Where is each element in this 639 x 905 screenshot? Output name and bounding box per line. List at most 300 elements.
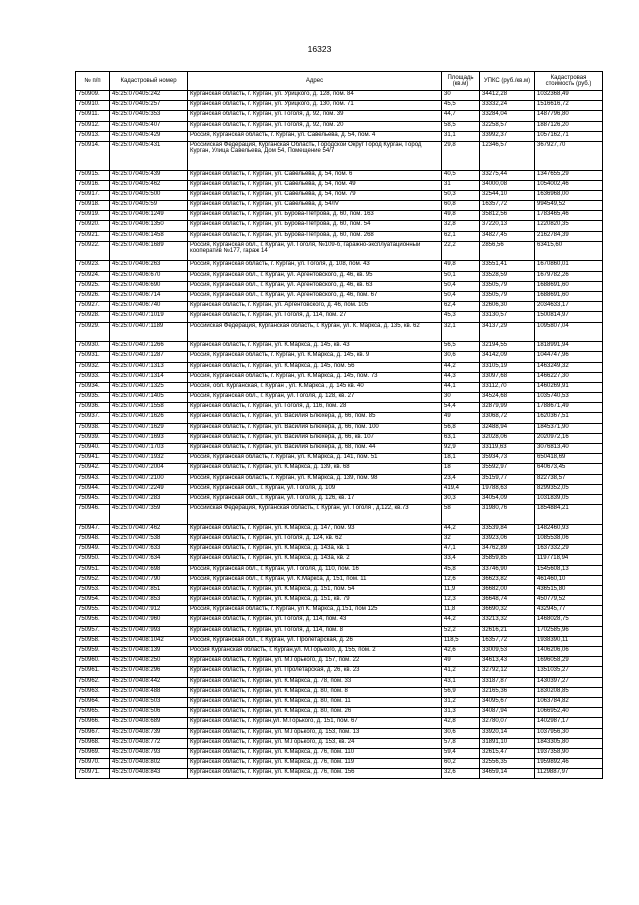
cell-num: 750922. <box>76 241 110 261</box>
cell-num: 750918. <box>76 201 110 211</box>
cell-upks: 35934,73 <box>480 454 535 464</box>
cell-upks: 33119,63 <box>480 444 535 454</box>
cell-address: Курганская область, г. Курган, ул. М.Горького, д. 153, кв. 24 <box>188 738 442 748</box>
cell-num: 750929. <box>76 322 110 342</box>
cell-area: 31,2 <box>442 697 480 707</box>
table-row <box>76 352 603 362</box>
cell-num: 750924. <box>76 271 110 281</box>
cell-value: 1057162,71 <box>535 131 603 141</box>
cell-address: Россия, Курганская область, г. Курган, ул. Савельева, д. 54, пом. 4 <box>188 131 442 141</box>
cell-area: 12,6 <box>442 575 480 585</box>
cell-num: 750956. <box>76 616 110 626</box>
cell-num: 750917. <box>76 190 110 200</box>
cell-address: Россия, Курганская обл., г. Курган, ул. Гоголя, д. 110, пом. 16 <box>188 565 442 575</box>
cell-value: 1830208,85 <box>535 687 603 697</box>
cell-cadastral: 45:25:070407:993 <box>110 626 188 636</box>
cell-area: 42,6 <box>442 647 480 657</box>
cell-cadastral: 45:25:070407:1405 <box>110 393 188 403</box>
cell-address: Курганская область, г. Курган, ул. Аргентовского, д. 46, пом. 105 <box>188 302 442 312</box>
cell-value: 1620367,51 <box>535 413 603 423</box>
cell-upks: 34613,43 <box>480 657 535 667</box>
cell-value: 2034633,17 <box>535 302 603 312</box>
header-address: Адрес <box>188 72 442 91</box>
cell-area: 32 <box>442 534 480 544</box>
cell-cadastral: 45:25:070405:257 <box>110 101 188 111</box>
cell-num: 750914. <box>76 141 110 170</box>
cell-upks: 19788,63 <box>480 484 535 494</box>
cell-cadastral: 45:25:070406:740 <box>110 302 188 312</box>
cell-address: Курганская область, г. Курган, ул. К.Маркса, д. 151, пом. 54 <box>188 585 442 595</box>
table-row <box>76 211 603 221</box>
cell-value: 63415,60 <box>535 241 603 261</box>
cell-address: Курганская область, г. Курган, ул. Савельева, д. 54, пом. 6 <box>188 170 442 180</box>
cell-value: 1937358,90 <box>535 748 603 758</box>
cell-upks: 2856,56 <box>480 241 535 261</box>
cell-num: 750939. <box>76 433 110 443</box>
cell-cadastral: 45:25:070405:500 <box>110 190 188 200</box>
cell-upks: 32556,35 <box>480 759 535 769</box>
cell-upks: 34087,94 <box>480 708 535 718</box>
cell-cadastral: 45:25:070408:843 <box>110 769 188 779</box>
cell-address: Россия, Курганская обл., г. Курган, ул. Аргентовского, д. 46, пом. 67 <box>188 292 442 302</box>
cell-address: Курганская область, г. Курган, ул. Урицкого, д. 128, пом. 84 <box>188 91 442 101</box>
cell-upks: 33539,84 <box>480 524 535 534</box>
cell-cadastral: 45:25:070407:359 <box>110 505 188 525</box>
cell-cadastral: 45:25:070408:739 <box>110 728 188 738</box>
cell-value: 1220820,35 <box>535 221 603 231</box>
cell-area: 49,8 <box>442 261 480 271</box>
header-cadastral: Кадастровый номер <box>110 72 188 91</box>
cell-upks: 34827,45 <box>480 231 535 241</box>
cadastral-table <box>75 71 603 779</box>
cell-upks: 34762,89 <box>480 545 535 555</box>
cell-address: Курганская область, г. Курган, ул. Гоголя, д. 92, пом. 39 <box>188 111 442 121</box>
table-row <box>76 606 603 616</box>
cell-cadastral: 45:25:070407:698 <box>110 565 188 575</box>
table-row <box>76 474 603 484</box>
cell-value: 1032368,49 <box>535 91 603 101</box>
table-row <box>76 616 603 626</box>
table-row <box>76 302 603 312</box>
cell-num: 750948. <box>76 534 110 544</box>
cell-value: 1938390,11 <box>535 636 603 646</box>
cell-num: 750967. <box>76 728 110 738</box>
cell-cadastral: 45:25:070405:431 <box>110 141 188 170</box>
table-row <box>76 697 603 707</box>
table-row <box>76 231 603 241</box>
table-row <box>76 494 603 504</box>
cell-upks: 31891,10 <box>480 738 535 748</box>
cell-area: 59,4 <box>442 748 480 758</box>
cell-value: 1044747,96 <box>535 352 603 362</box>
cell-cadastral: 45:25:070406:670 <box>110 271 188 281</box>
table-header-row <box>76 72 603 91</box>
table-row <box>76 393 603 403</box>
table-row <box>76 101 603 111</box>
cell-upks: 33112,70 <box>480 382 535 392</box>
table-row <box>76 292 603 302</box>
cell-value: 1854884,21 <box>535 505 603 525</box>
cell-area: 32,6 <box>442 769 480 779</box>
cell-cadastral: 45:25:070407:1019 <box>110 312 188 322</box>
table-row <box>76 241 603 261</box>
cell-area: 30,6 <box>442 352 480 362</box>
cell-value: 432945,77 <box>535 606 603 616</box>
cell-upks: 33551,41 <box>480 261 535 271</box>
cell-area: 31,1 <box>442 131 480 141</box>
table-row <box>76 372 603 382</box>
cell-cadastral: 45:25:070407:634 <box>110 555 188 565</box>
table-row <box>76 281 603 291</box>
cell-address: Курганская область, г. Курган, ул. Савельева, д. 54, пом. 49 <box>188 180 442 190</box>
cell-upks: 16357,72 <box>480 201 535 211</box>
cell-address: Курганская область, г. Курган, ул. К.Маркса, д. 76, пом. 110 <box>188 748 442 758</box>
cell-value: 1670860,01 <box>535 261 603 271</box>
cell-area: 118,5 <box>442 636 480 646</box>
cell-upks: 32544,10 <box>480 190 535 200</box>
cell-area: 63,1 <box>442 433 480 443</box>
cell-address: Российская Федерация, Курганская область, г. Курган, ул. Гоголя , д.122, кв.73 <box>188 505 442 525</box>
cell-cadastral: 45:25:070407:1325 <box>110 382 188 392</box>
cell-num: 750938. <box>76 423 110 433</box>
cell-value: 1688691,60 <box>535 292 603 302</box>
cell-num: 750932. <box>76 362 110 372</box>
cell-area: 419,4 <box>442 484 480 494</box>
table-row <box>76 565 603 575</box>
table-row <box>76 413 603 423</box>
table-row <box>76 261 603 271</box>
cell-upks: 36648,74 <box>480 596 535 606</box>
cell-num: 750925. <box>76 281 110 291</box>
cell-upks: 34095,67 <box>480 697 535 707</box>
cell-cadastral: 45:25:070407:2004 <box>110 464 188 474</box>
table-row <box>76 464 603 474</box>
cell-address: Курганская область, г. Курган, ул. К.Маркса, д. 145, кв. 43 <box>188 342 442 352</box>
cell-address: Россия, Курганская обл., г. Курган, ул. Гоголя, д. 109 <box>188 484 442 494</box>
cell-cadastral: 45:25:070408:488 <box>110 687 188 697</box>
cell-area: 31 <box>442 180 480 190</box>
cell-upks: 36623,82 <box>480 575 535 585</box>
cell-address: Курганская область, г. Курган, ул. Бурова-Петрова, д. 60, пом. 163 <box>188 211 442 221</box>
cell-cadastral: 45:25:070406:263 <box>110 261 188 271</box>
cell-cadastral: 45:25:070407:1314 <box>110 372 188 382</box>
cell-area: 58,5 <box>442 121 480 131</box>
table-row <box>76 312 603 322</box>
cell-area: 52,2 <box>442 626 480 636</box>
cell-value: 436515,80 <box>535 585 603 595</box>
cell-value: 1460269,91 <box>535 382 603 392</box>
cell-address: Россия, Курганская обл., г. Курган, ул. Гоголя, №109-б, гаражно-эксплуатационный кооператив №177, гараж 14 <box>188 241 442 261</box>
cell-upks: 32615,47 <box>480 748 535 758</box>
table-row <box>76 484 603 494</box>
cell-upks: 32606,30 <box>480 302 535 312</box>
cell-upks: 34054,09 <box>480 494 535 504</box>
table-row <box>76 708 603 718</box>
cell-value: 1679782,26 <box>535 271 603 281</box>
cell-upks: 36682,00 <box>480 585 535 595</box>
cell-address: Россия, Курганская обл., г. Курган, ул. Пролетарская, д. 26 <box>188 636 442 646</box>
cell-num: 750937. <box>76 413 110 423</box>
header-upks: УПКС (руб./кв.м) <box>480 72 535 91</box>
table-row <box>76 91 603 101</box>
cell-num: 750931. <box>76 352 110 362</box>
cell-cadastral: 45:25:070407:462 <box>110 524 188 534</box>
cell-num: 750935. <box>76 393 110 403</box>
cell-area: 12,3 <box>442 596 480 606</box>
cell-upks: 33920,14 <box>480 728 535 738</box>
cell-cadastral: 45:25:070407:851 <box>110 585 188 595</box>
cell-address: Россия, обл. Курганская, г. Курган , ул. К.Маркса , д. 145 кв. 40 <box>188 382 442 392</box>
cell-upks: 34659,14 <box>480 769 535 779</box>
cell-value: 1063784,82 <box>535 697 603 707</box>
cell-num: 750952. <box>76 575 110 585</box>
cell-num: 750963. <box>76 687 110 697</box>
cell-address: Курганская область, г. Курган, ул. К.Маркса, д. 80, пом. 26 <box>188 708 442 718</box>
cell-cadastral: 45:25:070407:853 <box>110 596 188 606</box>
cell-area: 49 <box>442 657 480 667</box>
cell-area: 32,8 <box>442 221 480 231</box>
cell-value: 1702585,96 <box>535 626 603 636</box>
cell-cadastral: 45:25:070407:283 <box>110 494 188 504</box>
cell-value: 461460,10 <box>535 575 603 585</box>
cell-num: 750940. <box>76 444 110 454</box>
cell-cadastral: 45:25:070408:793 <box>110 748 188 758</box>
cell-cadastral: 45:25:070408:1042 <box>110 636 188 646</box>
cell-value: 1788671,49 <box>535 403 603 413</box>
cell-num: 750936. <box>76 403 110 413</box>
cell-upks: 33130,57 <box>480 312 535 322</box>
table-row <box>76 454 603 464</box>
cell-num: 750916. <box>76 180 110 190</box>
cell-value: 1516616,72 <box>535 101 603 111</box>
cell-value: 1482460,93 <box>535 524 603 534</box>
cell-num: 750970. <box>76 759 110 769</box>
cell-num: 750969. <box>76 748 110 758</box>
cell-cadastral: 45:25:070407:1703 <box>110 444 188 454</box>
cell-area: 30 <box>442 393 480 403</box>
cell-num: 750945. <box>76 494 110 504</box>
cell-area: 18,1 <box>442 454 480 464</box>
cell-value: 1783465,46 <box>535 211 603 221</box>
cell-area: 50,4 <box>442 292 480 302</box>
table-body <box>76 91 603 779</box>
cell-address: Курганская область, г. Курган, ул. Гоголя, д. 114, пом. 27 <box>188 312 442 322</box>
table-row <box>76 444 603 454</box>
cell-value: 367927,70 <box>535 141 603 170</box>
cell-area: 42,8 <box>442 718 480 728</box>
cell-address: Курганская область, г. Курган, ул. Василия Блюхера, д. 68, пом. 44 <box>188 444 442 454</box>
cell-upks: 33284,04 <box>480 111 535 121</box>
cell-address: Курганская область, г. Курган, ул. К.Маркса, д. 76, пом. 119 <box>188 759 442 769</box>
cell-cadastral: 45:25:070406:1689 <box>110 241 188 261</box>
cell-value: 1887126,20 <box>535 121 603 131</box>
cell-value: 1637332,29 <box>535 545 603 555</box>
cell-address: Курганская область, г. Курган, ул. К.Маркса, д. 80, пом. 8 <box>188 687 442 697</box>
cell-address: Россия, Курганская область, г. Курган, ул. К.Маркса, д. 141, пом. 51 <box>188 454 442 464</box>
cell-address: Курганская область, г. Курган, ул. К.Маркса, д. 151, кв. 79 <box>188 596 442 606</box>
cell-cadastral: 45:25:070408:802 <box>110 759 188 769</box>
cell-num: 750921. <box>76 231 110 241</box>
cell-area: 49 <box>442 413 480 423</box>
cell-address: Россия Курганская область, г. Курган,ул. М.Горького, д. 155, пом. 2 <box>188 647 442 657</box>
table-row <box>76 221 603 231</box>
cell-cadastral: 45:25:070407:1629 <box>110 423 188 433</box>
cell-num: 750943. <box>76 474 110 484</box>
cell-cadastral: 45:25:070408:506 <box>110 708 188 718</box>
cell-upks: 12346,57 <box>480 141 535 170</box>
cell-upks: 33923,06 <box>480 534 535 544</box>
cell-area: 29,8 <box>442 141 480 170</box>
table-row <box>76 524 603 534</box>
cell-upks: 32194,55 <box>480 342 535 352</box>
cell-address: Курганская область, г. Курган, ул. Бурова-Петрова, д. 60, пом. 54 <box>188 221 442 231</box>
header-num: № п/п <box>76 72 110 91</box>
cell-address: Россия, Курганская область, г. Курган, ул. Гоголя, д. 108, пом. 43 <box>188 261 442 271</box>
cell-area: 44,2 <box>442 362 480 372</box>
cell-value: 1351035,27 <box>535 667 603 677</box>
cell-cadastral: 45:25:070408:442 <box>110 677 188 687</box>
cell-num: 750933. <box>76 372 110 382</box>
cell-address: Курганская область, г. Курган, ул. Василия Блюхера, д. 66, пом. 100 <box>188 423 442 433</box>
cell-area: 11,9 <box>442 585 480 595</box>
cell-address: Курганская область, г. Курган, ул. К.Маркса, д. 143а, кв. 2 <box>188 555 442 565</box>
cell-cadastral: 45:25:070408:503 <box>110 697 188 707</box>
cell-area: 11,8 <box>442 606 480 616</box>
cell-upks: 34000,08 <box>480 180 535 190</box>
cell-upks: 33746,90 <box>480 565 535 575</box>
cell-cadastral: 45:25:070408:250 <box>110 657 188 667</box>
cell-area: 56,5 <box>442 342 480 352</box>
cell-value: 8299352,05 <box>535 484 603 494</box>
cell-value: 1500814,97 <box>535 312 603 322</box>
cell-num: 750955. <box>76 606 110 616</box>
cell-num: 750965. <box>76 708 110 718</box>
cell-area: 33,4 <box>442 555 480 565</box>
cell-cadastral: 45:25:070407:1693 <box>110 433 188 443</box>
cell-value: 1545608,13 <box>535 565 603 575</box>
cell-area: 92,9 <box>442 444 480 454</box>
cell-value: 1031839,05 <box>535 494 603 504</box>
cell-value: 1066952,40 <box>535 708 603 718</box>
cell-num: 750915. <box>76 170 110 180</box>
cell-address: Курганская область, г. Курган, ул. К.Маркса, д. 78, пом. 33 <box>188 677 442 687</box>
cell-upks: 34137,29 <box>480 322 535 342</box>
cell-value: 1468028,75 <box>535 616 603 626</box>
cell-cadastral: 45:25:070407:1932 <box>110 454 188 464</box>
cell-area: 32,1 <box>442 322 480 342</box>
cell-num: 750941. <box>76 454 110 464</box>
table-row <box>76 362 603 372</box>
cell-area: 44,7 <box>442 111 480 121</box>
table-row <box>76 180 603 190</box>
table-row <box>76 738 603 748</box>
cell-area: 31,3 <box>442 708 480 718</box>
cell-area: 50,3 <box>442 190 480 200</box>
cell-cadastral: 45:25:070408:296 <box>110 667 188 677</box>
cell-value: 450779,52 <box>535 596 603 606</box>
table-row <box>76 382 603 392</box>
cell-area: 30,6 <box>442 728 480 738</box>
cell-value: 1818991,94 <box>535 342 603 352</box>
cell-upks: 32165,36 <box>480 687 535 697</box>
cell-cadastral: 45:25:070407:960 <box>110 616 188 626</box>
cell-value: 2162784,39 <box>535 231 603 241</box>
cell-address: Россия, Курганская обл., г. Курган, ул. Аргентовского, д. 46, кв. 95 <box>188 271 442 281</box>
cell-area: 57,8 <box>442 738 480 748</box>
cell-value: 1406206,06 <box>535 647 603 657</box>
cell-address: Россия, Курганская обл., г. Курган, ул. К.Маркса, д. 151, пом. 11 <box>188 575 442 585</box>
cell-upks: 33528,59 <box>480 271 535 281</box>
cell-cadastral: 45:25:070407:538 <box>110 534 188 544</box>
cell-upks: 32616,21 <box>480 626 535 636</box>
cell-address: Курганская область, г. Курган, ул. К.Маркса, д. 76, пом. 156 <box>188 769 442 779</box>
table-row <box>76 131 603 141</box>
cell-cadastral: 45:25:070405:353 <box>110 111 188 121</box>
cell-area: 58 <box>442 505 480 525</box>
cell-area: 44,3 <box>442 372 480 382</box>
cell-address: Курганская область, г. Курган, ул. Савельева, д. 54/IV <box>188 201 442 211</box>
table-row <box>76 636 603 646</box>
cell-value: 1843305,80 <box>535 738 603 748</box>
cell-upks: 34412,28 <box>480 91 535 101</box>
cell-address: Курганская область, г. Курган, ул. Василия Блюхера, д. 66, кв. 107 <box>188 433 442 443</box>
cell-upks: 35592,97 <box>480 464 535 474</box>
table-row <box>76 759 603 769</box>
cell-address: Курганская область, г. Курган, ул. Бурова-Петрова, д. 60, пом. 268 <box>188 231 442 241</box>
cell-upks: 32258,57 <box>480 121 535 131</box>
cell-address: Россия, Курганская обл., г. Курган, ул. Гоголя, д. 128, кв. 27 <box>188 393 442 403</box>
cell-upks: 33009,53 <box>480 647 535 657</box>
cell-area: 45,3 <box>442 312 480 322</box>
cell-address: Курганская область, г. Курган,ул. М.Горького, д. 151, пом. 67 <box>188 718 442 728</box>
cell-area: 45,8 <box>442 565 480 575</box>
cell-cadastral: 45:25:070406:714 <box>110 292 188 302</box>
cell-upks: 16357,72 <box>480 636 535 646</box>
cell-num: 750946. <box>76 505 110 525</box>
cell-area: 18 <box>442 464 480 474</box>
table-row <box>76 687 603 697</box>
cell-num: 750951. <box>76 565 110 575</box>
cell-value: 1430397,27 <box>535 677 603 687</box>
table-row <box>76 555 603 565</box>
cell-address: Российская Федерация, Курганская Область, Городской Округ Город Курган, Город Курган, Улица Савельева, Дом 54, Помещение 54/7 <box>188 141 442 170</box>
cell-cadastral: 45:25:070405:462 <box>110 180 188 190</box>
table-row <box>76 677 603 687</box>
cell-area: 62,4 <box>442 302 480 312</box>
cell-cadastral: 45:25:070407:2100 <box>110 474 188 484</box>
cell-upks: 32488,94 <box>480 423 535 433</box>
cell-num: 750962. <box>76 677 110 687</box>
table-row <box>76 403 603 413</box>
cell-address: Курганская область, г. Курган, ул. К.Маркса, д. 143а, кв. 1 <box>188 545 442 555</box>
cell-value: 1085538,06 <box>535 534 603 544</box>
cell-address: Россия, Курганская область, г. Курган, ул. К.Маркса, д. 145, пом. 73 <box>188 372 442 382</box>
cell-upks: 33505,79 <box>480 292 535 302</box>
cell-value: 1487796,80 <box>535 111 603 121</box>
cell-num: 750960. <box>76 657 110 667</box>
cell-cadastral: 45:25:070407:1189 <box>110 322 188 342</box>
table-row <box>76 545 603 555</box>
cell-num: 750953. <box>76 585 110 595</box>
cell-value: 1347655,29 <box>535 170 603 180</box>
table-row <box>76 534 603 544</box>
cell-address: Российская Федерация, Курганская область, г. Курган, ул. К. Маркса, д. 135, кв. 62 <box>188 322 442 342</box>
cell-cadastral: 45:25:070408:139 <box>110 647 188 657</box>
cell-area: 22,2 <box>442 241 480 261</box>
table-row <box>76 170 603 180</box>
table-row <box>76 667 603 677</box>
cell-area: 60,8 <box>442 201 480 211</box>
